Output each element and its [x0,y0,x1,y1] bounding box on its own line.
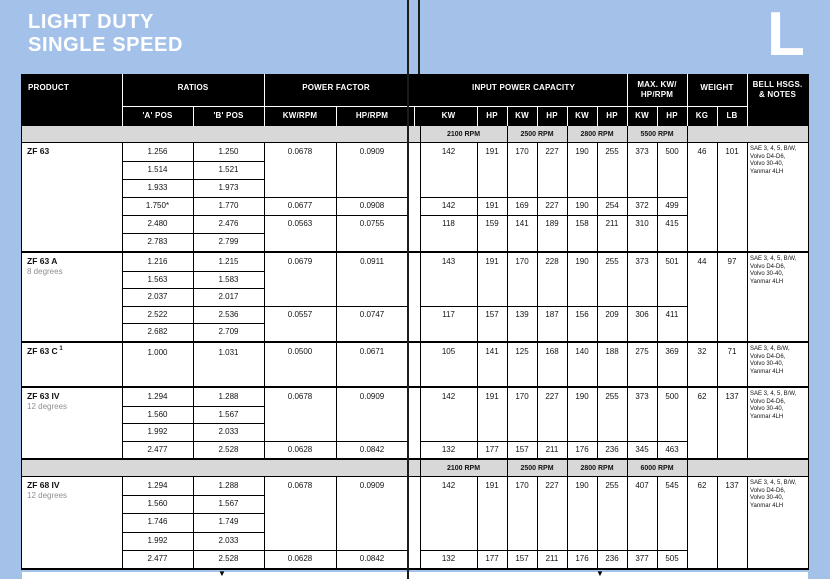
bell-housing-notes [750,480,807,510]
power-value: 499 [665,201,679,210]
power-value: 140 [575,347,589,356]
spec-table [21,74,809,570]
power-factor-kw-value: 0.0677 [287,201,313,210]
col-subheader-b-pos: 'B' POS [213,111,244,120]
power-value: 169 [515,201,529,210]
col-subheader-hp: HP [666,111,678,120]
power-value: 177 [485,445,499,454]
col-subheader-kw-rpm: KW/RPM [282,111,318,120]
product-block-zf-63 [22,143,808,253]
power-value: 211 [545,554,559,563]
col-subheader-kw: KW [635,111,649,120]
rpm-band-label: 2100 RPM [446,131,481,138]
power-value: 463 [665,445,679,454]
continuation-marker-icon: ▼ [596,569,604,578]
bell-housing-note-line: Volvo D4-D6, [750,398,786,405]
power-value: 132 [441,445,456,454]
power-value: 142 [441,481,456,490]
group-divider [420,215,687,216]
cell-divider [747,253,748,341]
ratio-b-value: 2.799 [218,237,239,246]
power-value: 306 [635,310,649,319]
ratio-a-value: 2.783 [147,237,168,246]
power-value: 501 [665,257,679,266]
col-header-bell-line: & NOTES [759,90,796,99]
power-value: 254 [605,201,619,210]
bell-housing-note-line: SAE 3, 4, 5, B/W, [750,480,797,486]
product-subtitle: 12 degrees [27,402,68,411]
bell-housing-note-line: SAE 3, 4, 5, B/W, [750,391,797,397]
cell-divider [717,143,718,251]
ratio-a-value: 2.682 [147,327,168,336]
rpm-band-label: 6000 RPM [640,465,674,472]
cell-divider [477,253,478,341]
bell-housing-notes [750,391,807,421]
power-value: 191 [485,481,499,490]
power-value: 189 [545,219,559,228]
power-value: 190 [575,201,589,210]
group-divider [420,306,687,307]
power-value: 407 [635,481,649,490]
power-value: 345 [635,445,649,454]
ratio-a-value: 2.480 [147,219,168,228]
power-value: 190 [575,257,589,266]
bell-housing-note-line: Yanmar 4LH [750,413,784,420]
cell-divider [687,143,688,251]
power-value: 157 [485,310,499,319]
power-value: 158 [575,219,589,228]
power-value: 143 [441,257,456,266]
cell-divider [627,253,628,341]
cell-divider [687,477,688,568]
col-header-max-line: MAX. KW/ [637,80,677,89]
weight-lb-value: 137 [725,392,739,401]
ratio-a-value: 1.560 [147,499,168,508]
rpm-band-label: 2800 RPM [580,465,614,472]
product-subtitle: 12 degrees [27,491,68,500]
power-factor-kw-value: 0.0678 [287,392,313,401]
group-divider [264,197,408,198]
power-value: 117 [442,310,455,319]
bottom-margin [22,572,808,579]
power-value: 139 [515,310,529,319]
group-divider [420,441,687,442]
ratio-b-value: 1.288 [218,392,239,401]
rpm-band [22,460,808,477]
ratio-b-value: 1.250 [218,147,239,156]
power-value: 105 [441,347,456,356]
power-factor-kw-value: 0.0557 [287,310,313,319]
col-subheader-a-pos: 'A' POS [142,111,173,120]
power-value: 118 [442,219,455,228]
cell-divider [336,253,337,341]
cell-divider [264,253,265,341]
col-subheader-hp: HP [486,111,498,120]
band-divider [687,460,688,477]
ratio-a-value: 1.746 [147,517,168,526]
power-value: 125 [515,347,529,356]
bell-housing-notes [750,346,807,376]
power-factor-hp-value: 0.0755 [359,219,385,228]
ratio-a-value: 1.256 [147,147,168,156]
power-value: 170 [515,481,529,490]
col-subheader-hp: HP [606,111,618,120]
group-divider [264,550,408,551]
power-factor-kw-value: 0.0628 [287,445,313,454]
ratio-a-value: 1.294 [147,392,168,401]
col-header-weight: WEIGHT [700,83,734,92]
power-value: 227 [545,201,559,210]
power-value: 255 [605,147,619,156]
power-value: 191 [485,392,499,401]
bell-housing-note-line: Volvo 30-40, [750,271,784,277]
ratio-b-value: 1.583 [218,275,239,284]
header-divider [122,106,747,107]
ratio-a-value: 2.037 [147,292,168,301]
bell-housing-note-line: Volvo D4-D6, [750,153,786,160]
col-header-ratios: RATIOS [177,83,209,92]
power-value: 157 [515,445,529,454]
power-value: 227 [545,147,559,156]
weight-lb-value: 101 [725,147,739,156]
col-subheader-hp-rpm: HP/RPM [355,111,389,120]
power-value: 372 [635,201,649,210]
ratio-a-value: 1.216 [147,257,168,266]
rpm-band-label: 2500 RPM [520,465,554,472]
header-divider [747,74,748,126]
product-block-zf-68-iv [22,477,808,570]
power-value: 236 [605,445,619,454]
cell-divider [747,477,748,568]
ratio-a-value: 1.563 [147,275,168,284]
product-name: ZF 63 C $^1$ [27,346,63,356]
cell-divider [747,388,748,458]
group-divider [264,306,408,307]
power-value: 141 [515,219,529,228]
bell-housing-note-line: Volvo 30-40, [750,161,784,167]
cell-divider [507,253,508,341]
col-subheader-kg: KG [695,111,709,120]
ratio-b-value: 2.033 [218,427,239,436]
power-value: 187 [545,310,559,319]
power-value: 209 [605,310,619,319]
weight-kg-value: 62 [697,481,707,490]
table-header [22,74,808,126]
weight-lb-value: 137 [725,481,739,490]
product-name: ZF 63 IV [27,391,60,401]
col-header-max-kw-hp [627,80,687,100]
header-divider [414,106,415,126]
ratio-b-value: 1.567 [218,499,239,508]
bell-housing-note-line: Volvo D4-D6, [750,487,786,494]
power-value: 373 [635,147,649,156]
power-factor-hp-value: 0.0671 [359,347,385,356]
col-subheader-hp: HP [546,111,558,120]
ratio-b-value: 2.476 [218,219,239,228]
power-value: 373 [635,392,649,401]
ratio-b-value: 2.536 [218,310,239,319]
col-header-input-power: INPUT POWER CAPACITY [472,83,575,92]
weight-kg-value: 32 [697,347,707,356]
continuation-marker-icon: ▼ [218,569,226,578]
power-value: 310 [635,219,649,228]
rpm-band-label: 5500 RPM [640,131,674,138]
power-factor-kw-value: 0.0678 [287,481,313,490]
power-factor-hp-value: 0.0909 [359,147,385,156]
bell-housing-notes [750,256,807,286]
col-subheader-kw: KW [515,111,529,120]
ratio-a-value: 2.477 [147,445,168,454]
product-name: ZF 68 IV [27,480,60,490]
power-value: 176 [575,554,589,563]
ratio-b-value: 1.749 [218,517,239,526]
power-value: 177 [485,554,499,563]
power-value: 142 [441,392,456,401]
bell-housing-note-line: Yanmar 4LH [750,502,784,509]
ratio-a-value: 2.477 [147,554,168,563]
weight-kg-value: 46 [697,147,707,156]
block-border [22,568,808,570]
power-value: 275 [635,347,649,356]
power-value: 176 [575,445,589,454]
product-subtitle: 8 degrees [27,267,63,276]
power-value: 159 [485,219,499,228]
power-value: 157 [515,554,529,563]
ratio-b-value: 1.973 [218,183,239,192]
power-value: 227 [545,481,559,490]
power-value: 141 [485,347,499,356]
weight-lb-value: 97 [727,257,737,266]
cell-divider [567,253,568,341]
col-subheader-lb: LB [726,111,738,120]
power-value: 191 [485,147,499,156]
product-name: ZF 63 A [27,256,58,266]
ratio-b-value: 1.031 [218,348,239,357]
product-block-zf-63-c [22,343,808,388]
power-value: 191 [485,257,499,266]
rpm-band-label: 2100 RPM [446,465,481,472]
ratio-a-value: 1.514 [147,165,168,174]
power-value: 191 [485,201,499,210]
power-value: 500 [665,392,679,401]
cell-divider [420,253,421,341]
power-value: 369 [665,347,679,356]
ratio-a-value: 1.000 [147,348,168,357]
cell-divider [747,343,748,386]
power-value: 227 [545,392,559,401]
group-divider [264,215,408,216]
bell-housing-note-line: SAE 3, 4, B/W, [750,346,790,352]
ratio-b-value: 1.770 [218,201,239,210]
weight-kg-value: 44 [697,257,707,266]
ratio-b-value: 2.528 [218,445,239,454]
weight-lb-value: 71 [727,347,737,356]
ratio-b-value: 2.528 [218,554,239,563]
power-value: 132 [441,554,456,563]
bell-housing-note-line: Volvo 30-40, [750,361,784,367]
page-title [28,11,183,57]
power-factor-hp-value: 0.0909 [359,481,385,490]
power-value: 500 [665,147,679,156]
power-value: 142 [441,201,456,210]
bell-housing-note-line: Volvo 30-40, [750,495,784,501]
cell-divider [597,253,598,341]
power-value: 170 [515,257,529,266]
power-factor-kw-value: 0.0628 [287,554,313,563]
power-value: 190 [575,481,589,490]
ratio-b-value: 1.215 [218,257,239,266]
ratio-b-value: 2.709 [218,327,239,336]
power-value: 255 [605,257,619,266]
bell-housing-note-line: Volvo 30-40, [750,406,784,412]
col-header-max-line: HP/RPM [640,90,674,99]
power-value: 168 [545,347,559,356]
power-value: 373 [635,257,649,266]
power-value: 415 [665,219,679,228]
band-divider [687,126,688,143]
power-value: 545 [665,481,679,490]
bell-housing-note-line: SAE 3, 4, 5, B/W, [750,146,797,152]
power-factor-kw-value: 0.0500 [287,347,313,356]
bell-housing-notes [750,146,807,176]
power-value: 236 [605,554,619,563]
power-value: 170 [515,392,529,401]
power-value: 188 [605,347,619,356]
bell-housing-note-line: Yanmar 4LH [750,278,784,285]
ratio-a-value: 1.992 [147,427,168,436]
ratio-b-value: 2.033 [218,536,239,545]
col-subheader-kw: KW [441,111,456,120]
col-header-product: PRODUCT [28,83,69,92]
col-header-bell-notes [747,80,808,100]
group-divider [420,550,687,551]
cell-divider [537,253,538,341]
ratio-b-value: 1.521 [218,165,239,174]
power-value: 190 [575,147,589,156]
power-factor-hp-value: 0.0909 [359,392,385,401]
bell-housing-note-line: Volvo D4-D6, [750,263,786,270]
bell-housing-note-line: SAE 3, 4, 5, B/W, [750,256,797,262]
power-value: 505 [665,554,679,563]
power-factor-hp-value: 0.0842 [359,554,385,563]
col-header-power-factor: POWER FACTOR [302,83,370,92]
bell-housing-note-line: Yanmar 4LH [750,168,784,175]
rpm-band [22,126,808,143]
power-factor-kw-value: 0.0563 [287,219,313,228]
product-name: ZF 63 [27,146,50,156]
power-value: 255 [605,392,619,401]
power-value: 377 [635,554,649,563]
page-gutter-line-right [418,0,420,74]
cell-divider [717,477,718,568]
cell-divider [747,143,748,251]
bell-housing-note-line: Yanmar 4LH [750,368,784,375]
power-value: 411 [665,310,679,319]
power-factor-kw-value: 0.0679 [287,257,313,266]
group-divider [420,197,687,198]
product-block-zf-63-a [22,253,808,343]
cell-divider [717,253,718,341]
ratio-a-value: 2.522 [147,310,168,319]
ratio-b-value: 1.567 [218,410,239,419]
section-letter: L [767,0,805,69]
power-value: 255 [605,481,619,490]
cell-divider [687,253,688,341]
rpm-band-label: 2800 RPM [580,131,614,138]
page-gutter-line-left [407,0,409,579]
power-value: 170 [515,147,529,156]
weight-kg-value: 62 [697,392,707,401]
power-value: 211 [605,219,619,228]
bell-housing-note-line: Volvo D4-D6, [750,353,786,360]
power-factor-hp-value: 0.0842 [359,445,385,454]
page-title-line2: SINGLE SPEED [28,34,184,56]
power-value: 156 [575,310,589,319]
power-value: 211 [545,445,559,454]
ratio-a-value: 1.560 [147,410,168,419]
page-title-line1: LIGHT DUTY [28,11,154,33]
col-header-bell-line: BELL HSGS. [752,80,803,89]
product-block-zf-63-iv [22,388,808,460]
ratio-a-value: 1.294 [147,481,168,490]
cell-divider [657,253,658,341]
ratio-a-value: 1.992 [147,536,168,545]
power-value: 228 [545,257,559,266]
power-value: 190 [575,392,589,401]
group-divider [264,441,408,442]
power-factor-kw-value: 0.0678 [287,147,313,156]
ratio-a-value: 1.750* [145,201,170,210]
power-factor-hp-value: 0.0747 [359,310,385,319]
ratio-b-value: 1.288 [218,481,239,490]
col-subheader-kw: KW [575,111,589,120]
power-factor-hp-value: 0.0911 [360,257,384,266]
rpm-band-label: 2500 RPM [520,131,554,138]
power-factor-hp-value: 0.0908 [359,201,385,210]
power-value: 142 [441,147,456,156]
ratio-a-value: 1.933 [147,183,168,192]
ratio-b-value: 2.017 [218,292,239,301]
